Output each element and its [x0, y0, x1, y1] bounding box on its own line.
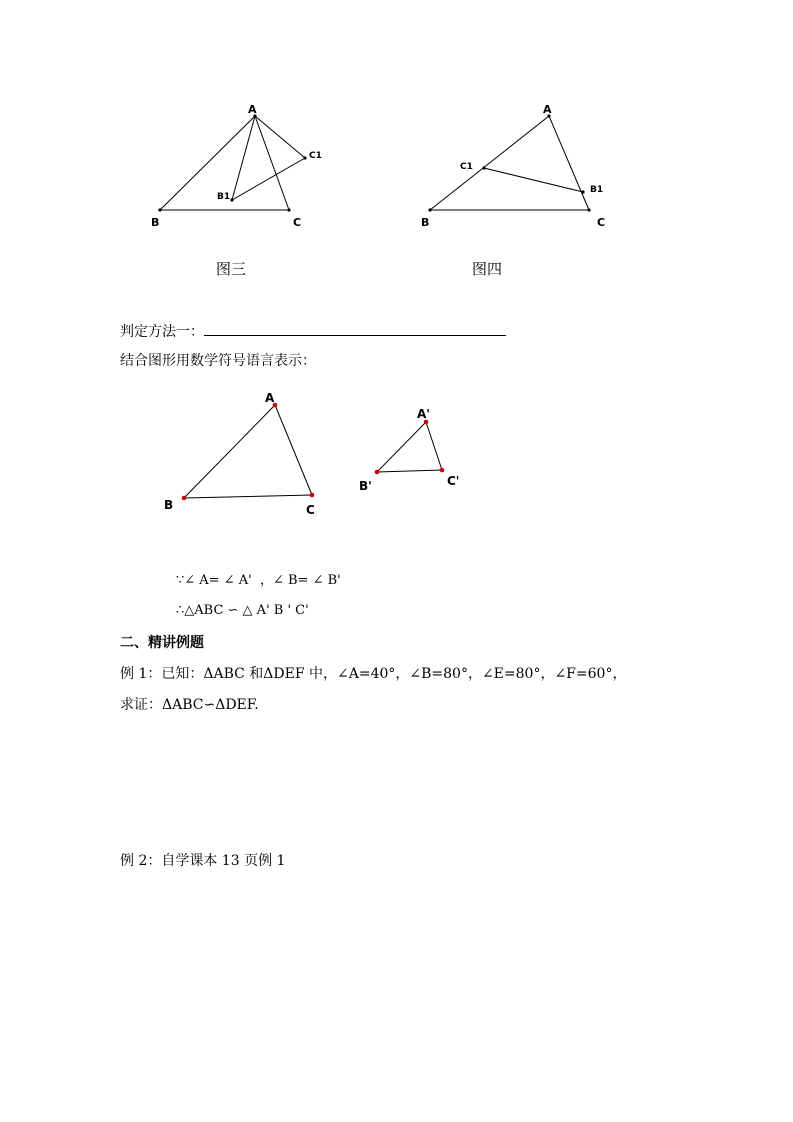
figure3-label-b: B [151, 216, 160, 229]
example1-prove: 求证：ΔABC∽ΔDEF. [120, 697, 259, 713]
figure4-label-c1: C1 [460, 162, 473, 172]
figure4-diagram [430, 116, 589, 210]
symbolic-prompt: 结合图形用数学符号语言表示： [120, 353, 316, 369]
example2-text: 例 2：自学课本 13 页例 1 [120, 853, 286, 869]
figure5-label-a-prime: A' [417, 407, 430, 421]
figure3-caption: 图三 [216, 260, 247, 278]
figure3-label-c1: C1 [309, 151, 322, 161]
figure5-label-c: C [306, 503, 315, 517]
figure4-caption: 图四 [472, 260, 503, 278]
figure5-label-c-prime: C' [447, 474, 460, 488]
section2-heading: 二、精讲例题 [120, 635, 204, 651]
figure3-label-c: C [293, 216, 302, 229]
method1-blank [204, 322, 506, 336]
figure3-label-a: A [248, 103, 257, 116]
figure5-label-b-prime: B' [359, 479, 372, 493]
method1-label: 判定方法一： [120, 324, 204, 340]
figure4-label-c: C [597, 216, 606, 229]
figure4-label-b1: B1 [590, 185, 604, 195]
figure5-triangle-abc-prime [377, 422, 442, 472]
proof-therefore-line: ∴△ABC ∽ △ A' B ' C' [176, 603, 309, 618]
figure5-triangle-abc [184, 405, 312, 498]
method1-line [120, 322, 506, 341]
figure4-label-b: B [421, 216, 430, 229]
figure5-label-b: B [164, 498, 174, 512]
figure4-label-a: A [543, 103, 552, 116]
figure5-label-a: A [265, 391, 275, 405]
figure4-points [428, 114, 590, 211]
figure5-points [182, 403, 445, 501]
figure3-label-b1: B1 [217, 192, 231, 202]
proof-because-line: ∵∠ A= ∠ A' ，∠ B= ∠ B' [176, 573, 341, 588]
figure3-diagram [160, 116, 305, 210]
example1-given: 例 1：已知：ΔABC 和ΔDEF 中，∠A=40°，∠B=80°，∠E=80°，∠F=60°， [120, 666, 627, 682]
